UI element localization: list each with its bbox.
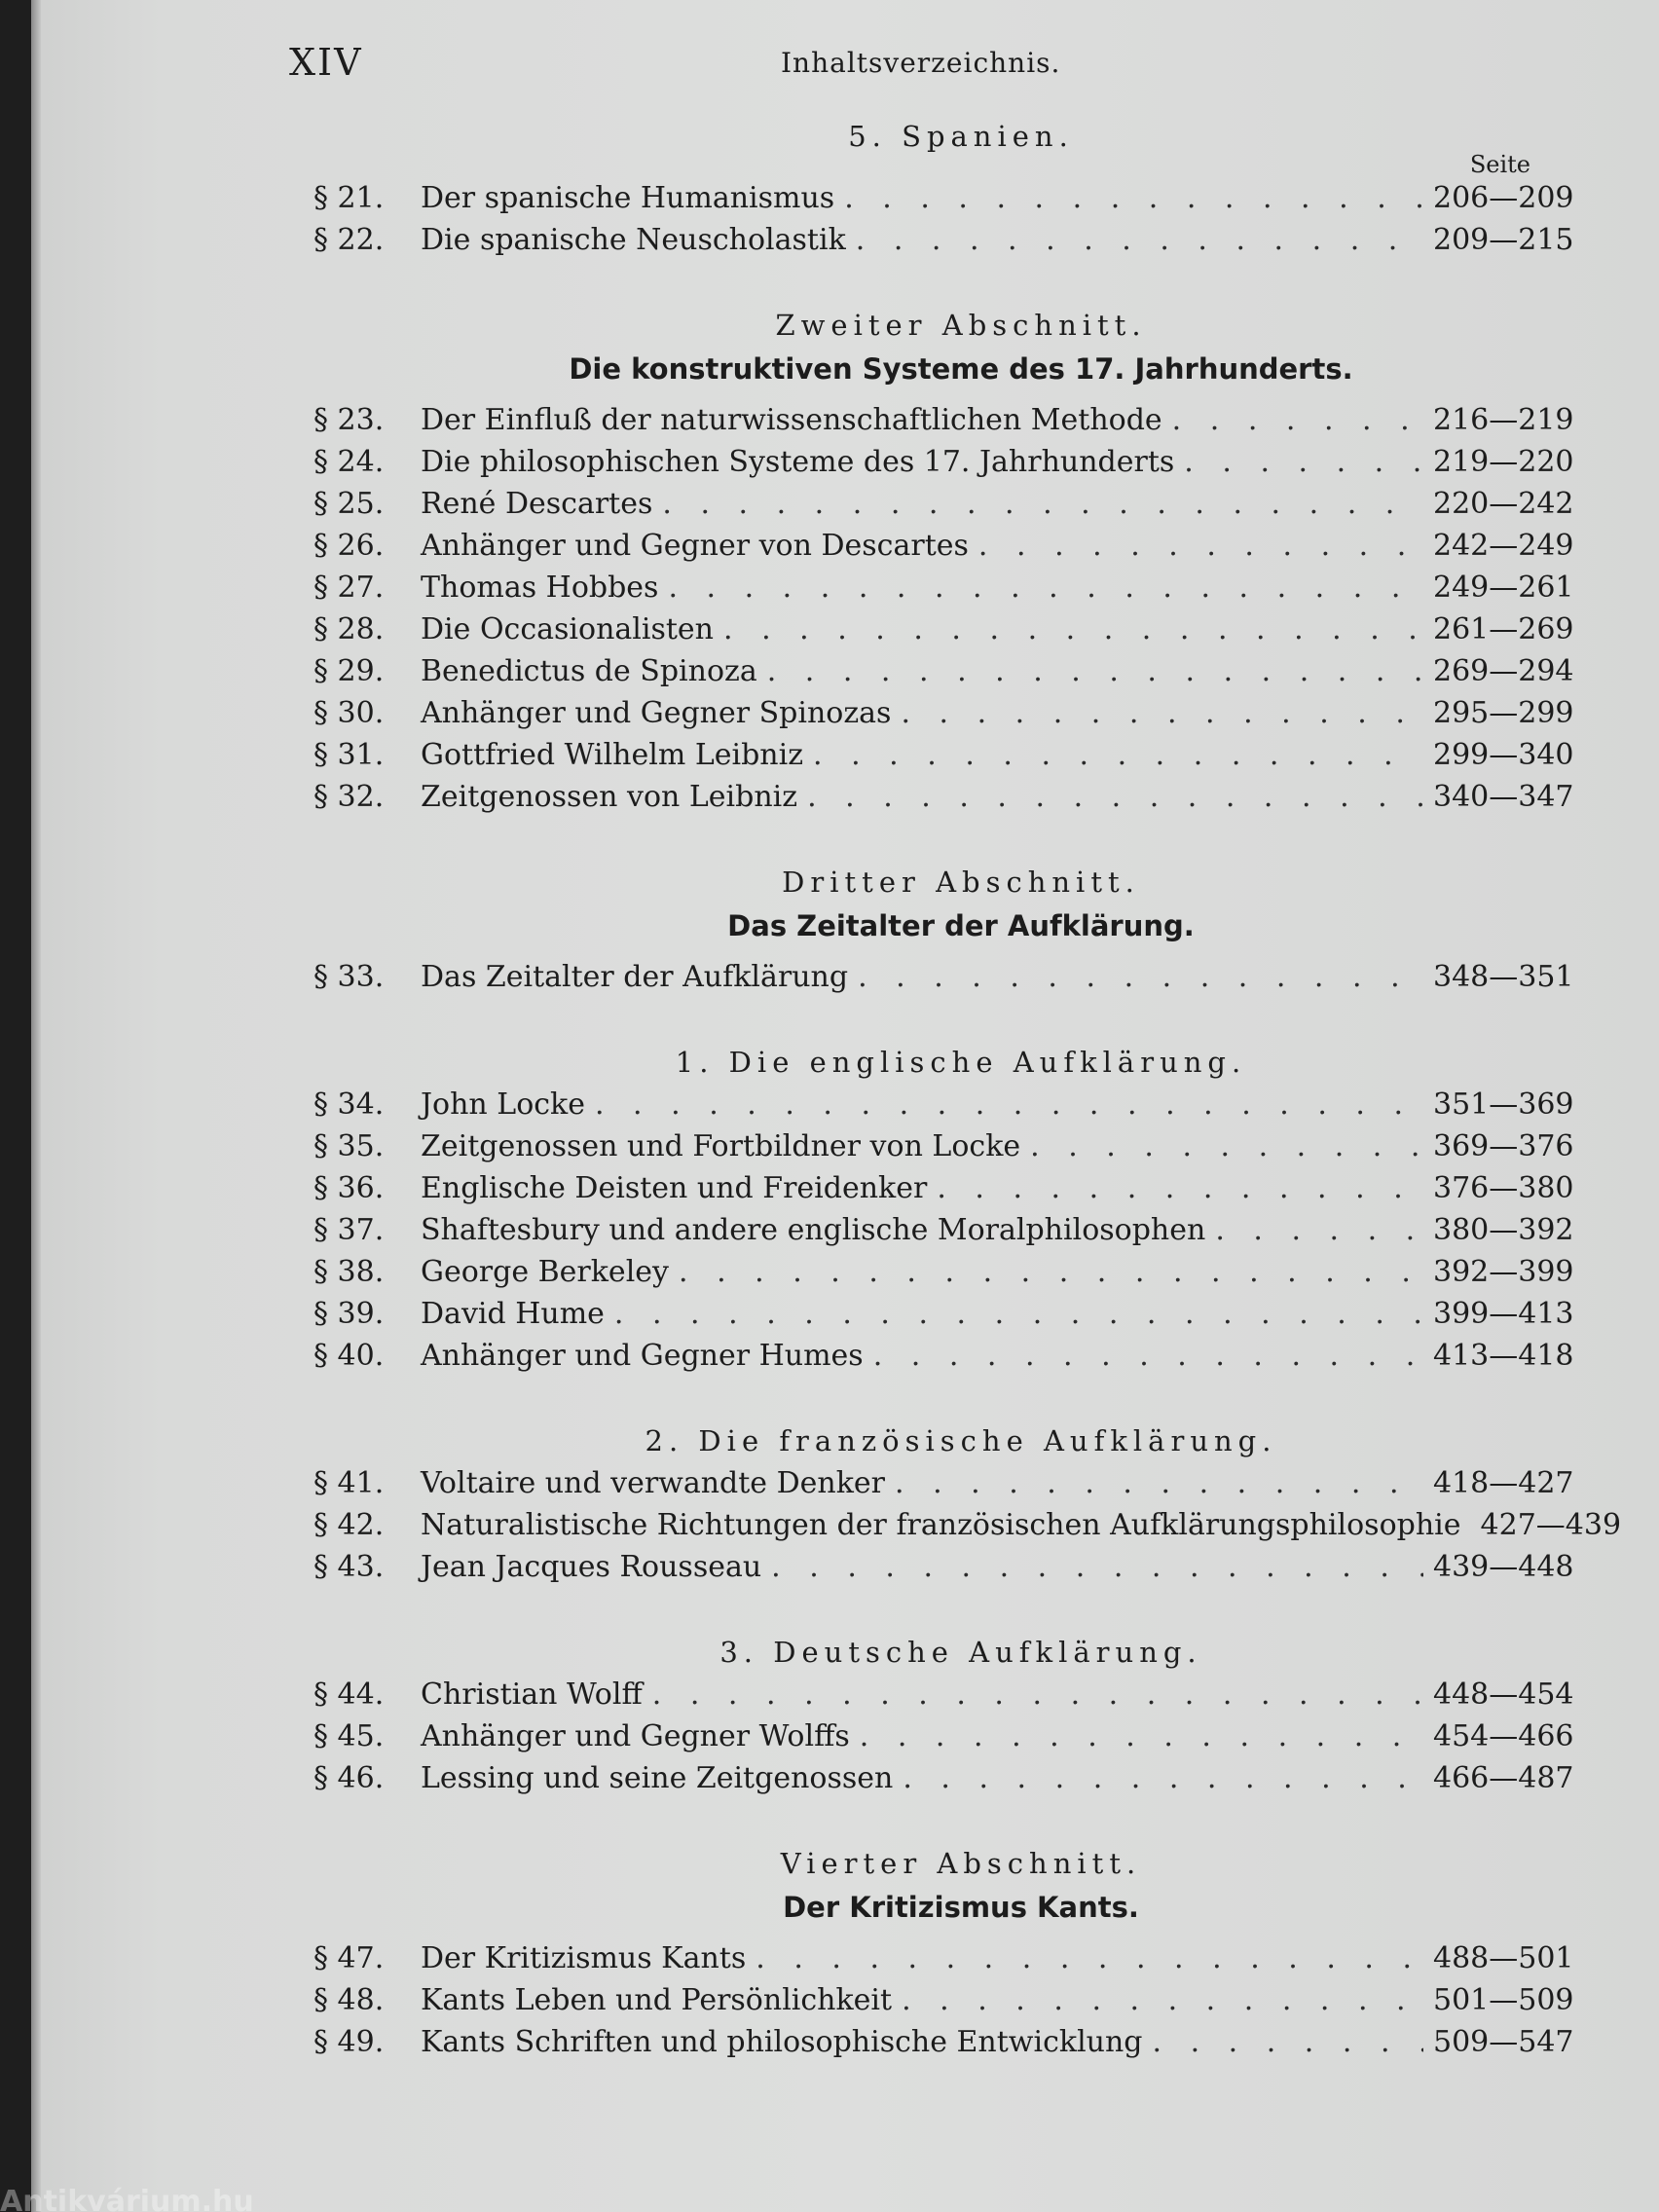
- section-heading: Dritter Abschnitt.: [782, 866, 1140, 899]
- section-number: § 45.: [313, 1719, 385, 1753]
- dot-leader: [614, 1293, 1423, 1335]
- page-range: 219—220: [1433, 445, 1574, 479]
- entry-title: Die spanische Neuscholastik: [421, 223, 846, 257]
- section-number: § 25.: [313, 487, 385, 521]
- entry-title: Naturalistische Richtungen der französischen Aufklärungsphilosophie: [421, 1508, 1461, 1542]
- entry-title: Der Einfluß der naturwissenschaftlichen Methode: [421, 403, 1162, 437]
- toc-entry: [313, 1125, 1574, 1167]
- dot-leader: [844, 177, 1423, 219]
- section-number: § 33.: [313, 960, 385, 994]
- watermark: Antikvárium.hu: [0, 2185, 254, 2212]
- page-range: 380—392: [1433, 1213, 1574, 1247]
- dot-leader: [873, 1335, 1423, 1377]
- entry-title: Voltaire und verwandte Denker: [421, 1466, 885, 1500]
- page-range: 261—269: [1433, 612, 1574, 646]
- entry-title: Die Occasionalisten: [421, 612, 714, 646]
- dot-leader: [595, 1084, 1423, 1125]
- toc-entry: [313, 1937, 1574, 1979]
- section-number: § 35.: [313, 1129, 385, 1163]
- entry-title: Kants Schriften und philosophische Entwicklung: [421, 2025, 1143, 2059]
- section-number: § 41.: [313, 1466, 385, 1500]
- toc-entry: [313, 1335, 1574, 1377]
- toc-entry: [313, 1757, 1574, 1799]
- page-range: 413—418: [1433, 1339, 1574, 1373]
- toc-section: [313, 304, 1574, 818]
- section-number: § 43.: [313, 1550, 385, 1584]
- section-number: § 47.: [313, 1941, 385, 1975]
- dot-leader: [895, 1462, 1423, 1504]
- section-number: § 22.: [313, 223, 385, 257]
- dot-leader: [813, 734, 1423, 776]
- entry-title: Benedictus de Spinoza: [421, 654, 757, 688]
- page-range: 488—501: [1433, 1941, 1574, 1975]
- dot-leader: [723, 608, 1423, 650]
- dot-leader: [767, 650, 1423, 692]
- book-page: [31, 0, 1659, 2212]
- toc-entry: [313, 525, 1574, 567]
- dot-leader: [902, 1979, 1423, 2021]
- section-heading: 1. Die englische Aufklärung.: [675, 1046, 1247, 1079]
- toc-entry: [313, 776, 1574, 818]
- page-edge: [31, 0, 41, 2212]
- page-range: 220—242: [1433, 487, 1574, 521]
- dot-leader: [856, 219, 1423, 261]
- dot-leader: [662, 483, 1423, 525]
- section-heading: Zweiter Abschnitt.: [775, 309, 1147, 342]
- dot-leader: [1153, 2021, 1423, 2063]
- toc-entry: [313, 219, 1574, 261]
- toc-entry: [313, 177, 1574, 219]
- dot-leader: [1184, 441, 1423, 483]
- toc-entry: [313, 692, 1574, 734]
- page-number: XIV: [289, 41, 363, 84]
- entry-title: Anhänger und Gegner Wolffs: [421, 1719, 850, 1753]
- toc-entry: [313, 1715, 1574, 1757]
- page-range: 348—351: [1433, 960, 1574, 994]
- entry-title: Lessing und seine Zeitgenossen: [421, 1761, 894, 1795]
- dot-leader: [756, 1937, 1423, 1979]
- page-range: 206—209: [1433, 181, 1574, 215]
- toc-section: [313, 861, 1574, 998]
- entry-title: Englische Deisten und Freidenker: [421, 1171, 928, 1205]
- section-number: § 37.: [313, 1213, 385, 1247]
- section-number: § 39.: [313, 1297, 385, 1331]
- toc-entry: [313, 1504, 1622, 1546]
- toc-entry: [313, 2021, 1574, 2063]
- section-number: § 38.: [313, 1255, 385, 1289]
- page-range: 466—487: [1433, 1761, 1574, 1795]
- toc-entry: [313, 399, 1574, 441]
- toc-entry: [313, 1546, 1574, 1588]
- dot-leader: [807, 776, 1423, 818]
- section-number: § 27.: [313, 571, 385, 605]
- toc-section: [313, 1041, 1574, 1377]
- toc-entry: [313, 1167, 1574, 1209]
- dot-leader: [858, 956, 1423, 998]
- toc-entry: [313, 650, 1574, 692]
- section-number: § 26.: [313, 529, 385, 563]
- page-range: 418—427: [1433, 1466, 1574, 1500]
- entry-title: Gottfried Wilhelm Leibniz: [421, 738, 804, 772]
- section-heading: Vierter Abschnitt.: [780, 1847, 1142, 1880]
- section-title: Die konstruktiven Systeme des 17. Jahrhunderts.: [569, 352, 1353, 386]
- section-number: § 36.: [313, 1171, 385, 1205]
- dot-leader: [1172, 399, 1423, 441]
- entry-title: Der spanische Humanismus: [421, 181, 835, 215]
- section-heading: 2. Die französische Aufklärung.: [645, 1424, 1277, 1457]
- toc-entry: [313, 1462, 1574, 1504]
- page-range: 369—376: [1433, 1129, 1574, 1163]
- entry-title: Anhänger und Gegner Spinozas: [421, 696, 892, 730]
- page-range: 269—294: [1433, 654, 1574, 688]
- page-range: 509—547: [1433, 2025, 1574, 2059]
- page-range: 209—215: [1433, 223, 1574, 257]
- running-title: Inhaltsverzeichnis.: [781, 47, 1061, 79]
- section-number: § 24.: [313, 445, 385, 479]
- section-number: § 30.: [313, 696, 385, 730]
- toc-entry: [313, 956, 1574, 998]
- section-number: § 21.: [313, 181, 385, 215]
- toc-entry: [313, 441, 1574, 483]
- entry-title: Anhänger und Gegner Humes: [421, 1339, 864, 1373]
- toc-section: [313, 1631, 1574, 1799]
- section-number: § 34.: [313, 1088, 385, 1122]
- toc-entry: [313, 1979, 1574, 2021]
- section-title: Der Kritizismus Kants.: [783, 1891, 1139, 1924]
- entry-title: John Locke: [421, 1088, 585, 1122]
- entry-title: David Hume: [421, 1297, 605, 1331]
- section-number: § 32.: [313, 780, 385, 814]
- page-range: 299—340: [1433, 738, 1574, 772]
- entry-title: Der Kritizismus Kants: [421, 1941, 747, 1975]
- page-range: 376—380: [1433, 1171, 1574, 1205]
- dot-leader: [860, 1715, 1423, 1757]
- page-range: 454—466: [1433, 1719, 1574, 1753]
- entry-title: Das Zeitalter der Aufklärung: [421, 960, 849, 994]
- section-title: Das Zeitalter der Aufklärung.: [727, 909, 1195, 942]
- toc-entry: [313, 1209, 1574, 1251]
- section-number: § 44.: [313, 1677, 385, 1712]
- section-number: § 31.: [313, 738, 385, 772]
- entry-title: Die philosophischen Systeme des 17. Jahrhunderts: [421, 445, 1175, 479]
- toc-entry: [313, 734, 1574, 776]
- toc-entry: [313, 1674, 1574, 1715]
- entry-title: George Berkeley: [421, 1255, 669, 1289]
- toc-entry: [313, 1293, 1574, 1335]
- section-number: § 42.: [313, 1508, 385, 1542]
- page-range: 249—261: [1433, 571, 1574, 605]
- dot-leader: [903, 1757, 1423, 1799]
- toc-entry: [313, 1251, 1574, 1293]
- section-number: § 29.: [313, 654, 385, 688]
- dot-leader: [668, 567, 1423, 608]
- dot-leader: [937, 1167, 1423, 1209]
- dot-leader: [679, 1251, 1423, 1293]
- dot-leader: [901, 692, 1423, 734]
- section-heading: 5. Spanien.: [848, 120, 1074, 153]
- section-number: § 48.: [313, 1983, 385, 2017]
- table-of-contents: [313, 115, 1622, 2106]
- page-range: 351—369: [1433, 1088, 1574, 1122]
- dot-leader: [1215, 1209, 1423, 1251]
- seite-label: Seite: [1469, 151, 1530, 178]
- page-range: 399—413: [1433, 1297, 1574, 1331]
- page-range: 439—448: [1433, 1550, 1574, 1584]
- entry-title: Christian Wolff: [421, 1677, 643, 1712]
- page-range: 340—347: [1433, 780, 1574, 814]
- page-range: 427—439: [1480, 1508, 1622, 1542]
- entry-title: Zeitgenossen von Leibniz: [421, 780, 798, 814]
- page-range: 392—399: [1433, 1255, 1574, 1289]
- toc-entry: [313, 608, 1574, 650]
- entry-title: Anhänger und Gegner von Descartes: [421, 529, 969, 563]
- dot-leader: [652, 1674, 1423, 1715]
- dot-leader: [771, 1546, 1423, 1588]
- page-header: [31, 41, 1659, 90]
- entry-title: Jean Jacques Rousseau: [421, 1550, 762, 1584]
- dot-leader: [978, 525, 1423, 567]
- section-number: § 40.: [313, 1339, 385, 1373]
- page-range: 216—219: [1433, 403, 1574, 437]
- section-number: § 28.: [313, 612, 385, 646]
- entry-title: Thomas Hobbes: [421, 571, 659, 605]
- toc-section: [313, 1842, 1574, 2063]
- page-range: 242—249: [1433, 529, 1574, 563]
- toc-entry: [313, 483, 1574, 525]
- entry-title: René Descartes: [421, 487, 653, 521]
- toc-section: [313, 115, 1574, 261]
- page-range: 448—454: [1433, 1677, 1574, 1712]
- toc-entry: [313, 1084, 1574, 1125]
- section-number: § 49.: [313, 2025, 385, 2059]
- entry-title: Kants Leben und Persönlichkeit: [421, 1983, 893, 2017]
- dot-leader: [1030, 1125, 1423, 1167]
- section-heading: 3. Deutsche Aufklärung.: [719, 1636, 1202, 1669]
- page-range: 295—299: [1433, 696, 1574, 730]
- entry-title: Zeitgenossen und Fortbildner von Locke: [421, 1129, 1021, 1163]
- section-number: § 46.: [313, 1761, 385, 1795]
- entry-title: Shaftesbury und andere englische Moralphilosophen: [421, 1213, 1206, 1247]
- toc-entry: [313, 567, 1574, 608]
- page-range: 501—509: [1433, 1983, 1574, 2017]
- toc-section: [313, 1419, 1622, 1588]
- section-number: § 23.: [313, 403, 385, 437]
